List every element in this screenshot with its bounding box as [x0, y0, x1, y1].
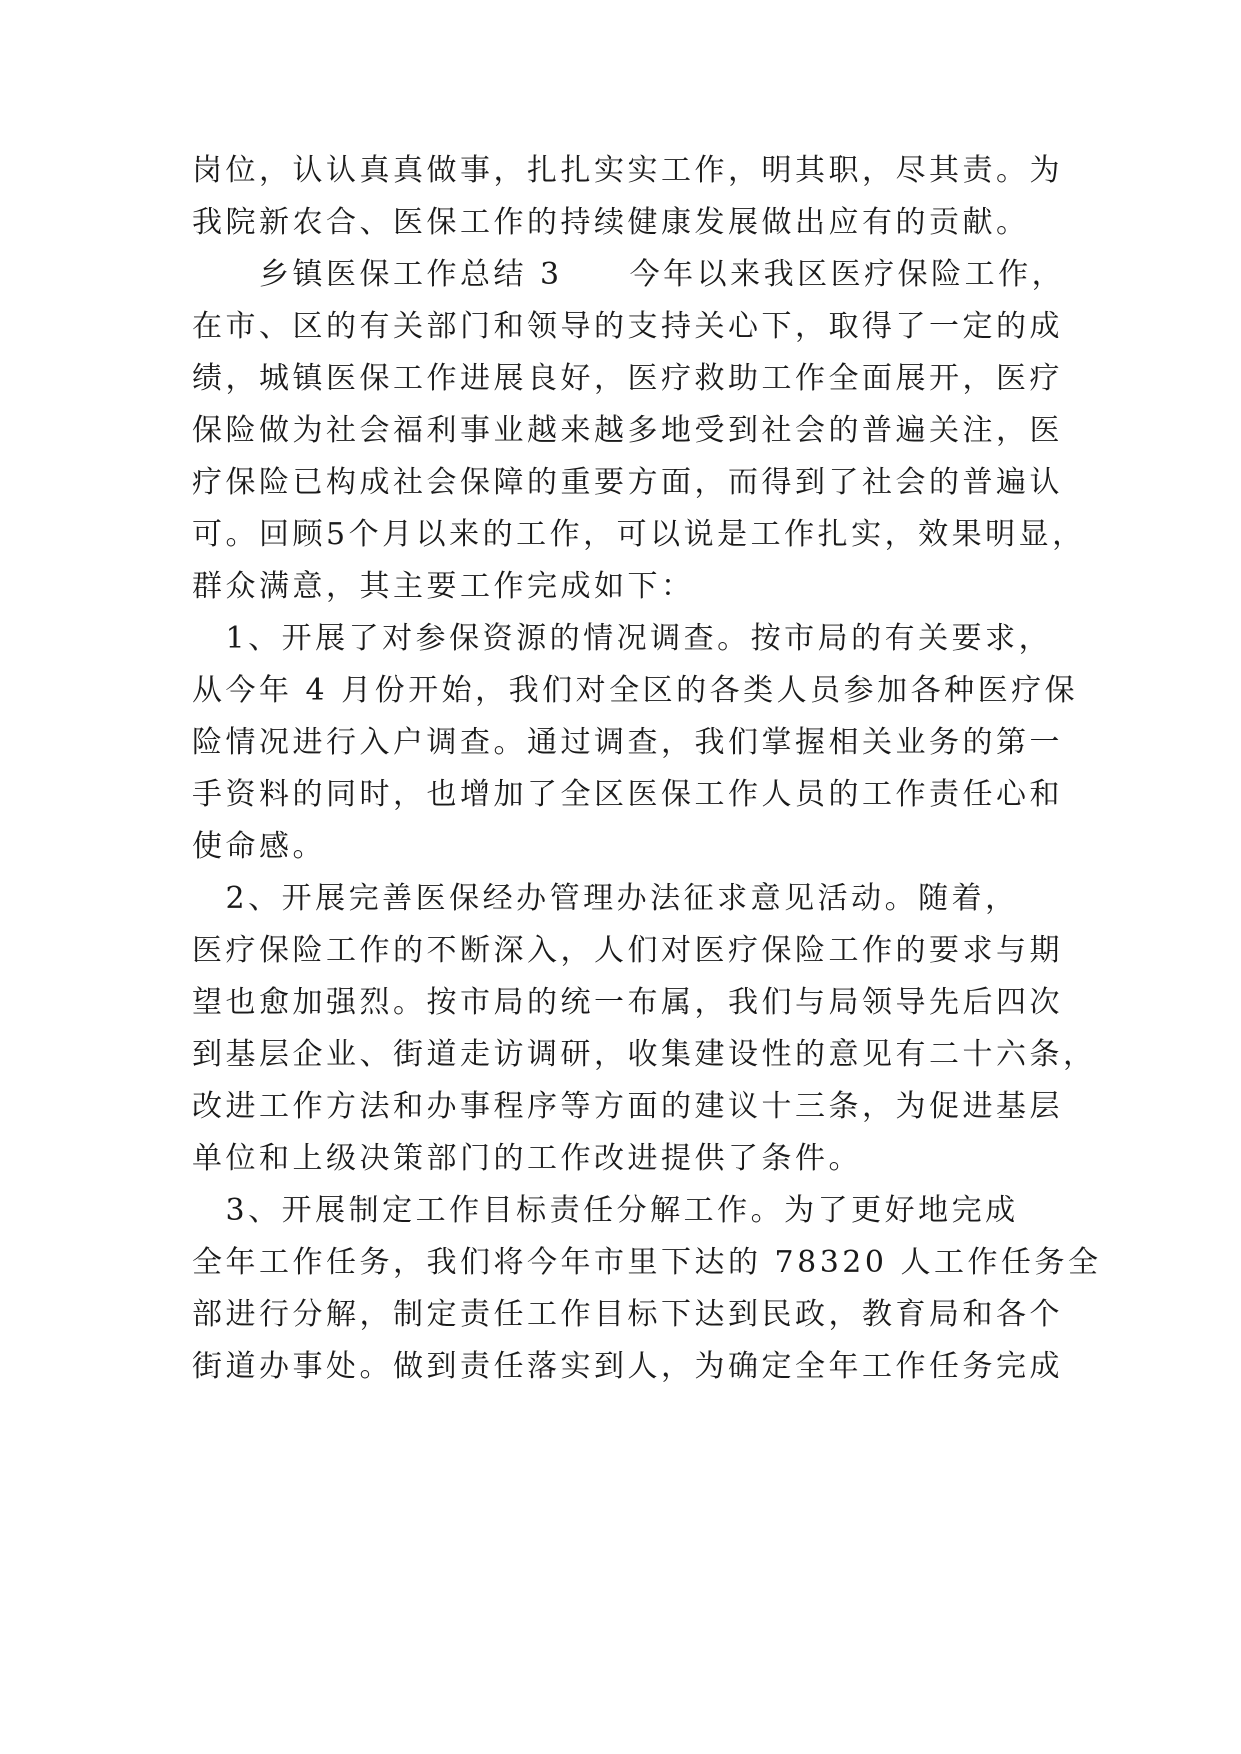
- text-line: 到基层企业、街道走访调研，收集建设性的意见有二十六条，: [192, 1037, 1097, 1072]
- text-line: 全年工作任务，我们将今年市里下达的 78320 人工作任务全: [192, 1245, 1102, 1280]
- text-line: 改进工作方法和办事程序等方面的建议十三条，为促进基层: [192, 1089, 1063, 1124]
- list-item-2-line: 2、开展完善医保经办管理办法征求意见活动。随着，: [192, 881, 1019, 916]
- text-line: 岗位，认认真真做事，扎扎实实工作，明其职，尽其责。为: [192, 153, 1063, 188]
- list-item-1-line: 1、开展了对参保资源的情况调查。按市局的有关要求，: [192, 621, 1053, 656]
- text-line: 在市、区的有关部门和领导的支持关心下，取得了一定的成: [192, 309, 1063, 344]
- text-line: 保险做为社会福利事业越来越多地受到社会的普遍关注，医: [192, 413, 1063, 448]
- text-line: 险情况进行入户调查。通过调查，我们掌握相关业务的第一: [192, 725, 1063, 760]
- document-body: [192, 145, 1102, 1393]
- text-line: 街道办事处。做到责任落实到人，为确定全年工作任务完成: [192, 1349, 1063, 1384]
- text-line: 部进行分解，制定责任工作目标下达到民政，教育局和各个: [192, 1297, 1063, 1332]
- text-line: 手资料的同时，也增加了全区医保工作人员的工作责任心和: [192, 777, 1063, 812]
- text-line: 从今年 4 月份开始，我们对全区的各类人员参加各种医疗保: [192, 673, 1079, 708]
- text-line: 绩，城镇医保工作进展良好，医疗救助工作全面展开，医疗: [192, 361, 1063, 396]
- text-line: 可。回顾5个月以来的工作，可以说是工作扎实，效果明显，: [192, 517, 1086, 552]
- section-heading-line: 乡镇医保工作总结 3 今年以来我区医疗保险工作，: [192, 257, 1066, 292]
- text-line: 望也愈加强烈。按市局的统一布属，我们与局领导先后四次: [192, 985, 1063, 1020]
- text-line: 群众满意，其主要工作完成如下：: [192, 569, 695, 604]
- text-line: 疗保险已构成社会保障的重要方面，而得到了社会的普遍认: [192, 465, 1063, 500]
- text-line: 我院新农合、医保工作的持续健康发展做出应有的贡献。: [192, 205, 1030, 240]
- list-item-3-line: 3、开展制定工作目标责任分解工作。为了更好地完成: [192, 1193, 1019, 1228]
- text-line: 医疗保险工作的不断深入，人们对医疗保险工作的要求与期: [192, 933, 1063, 968]
- text-line: 单位和上级决策部门的工作改进提供了条件。: [192, 1141, 862, 1176]
- text-line: 使命感。: [192, 829, 326, 864]
